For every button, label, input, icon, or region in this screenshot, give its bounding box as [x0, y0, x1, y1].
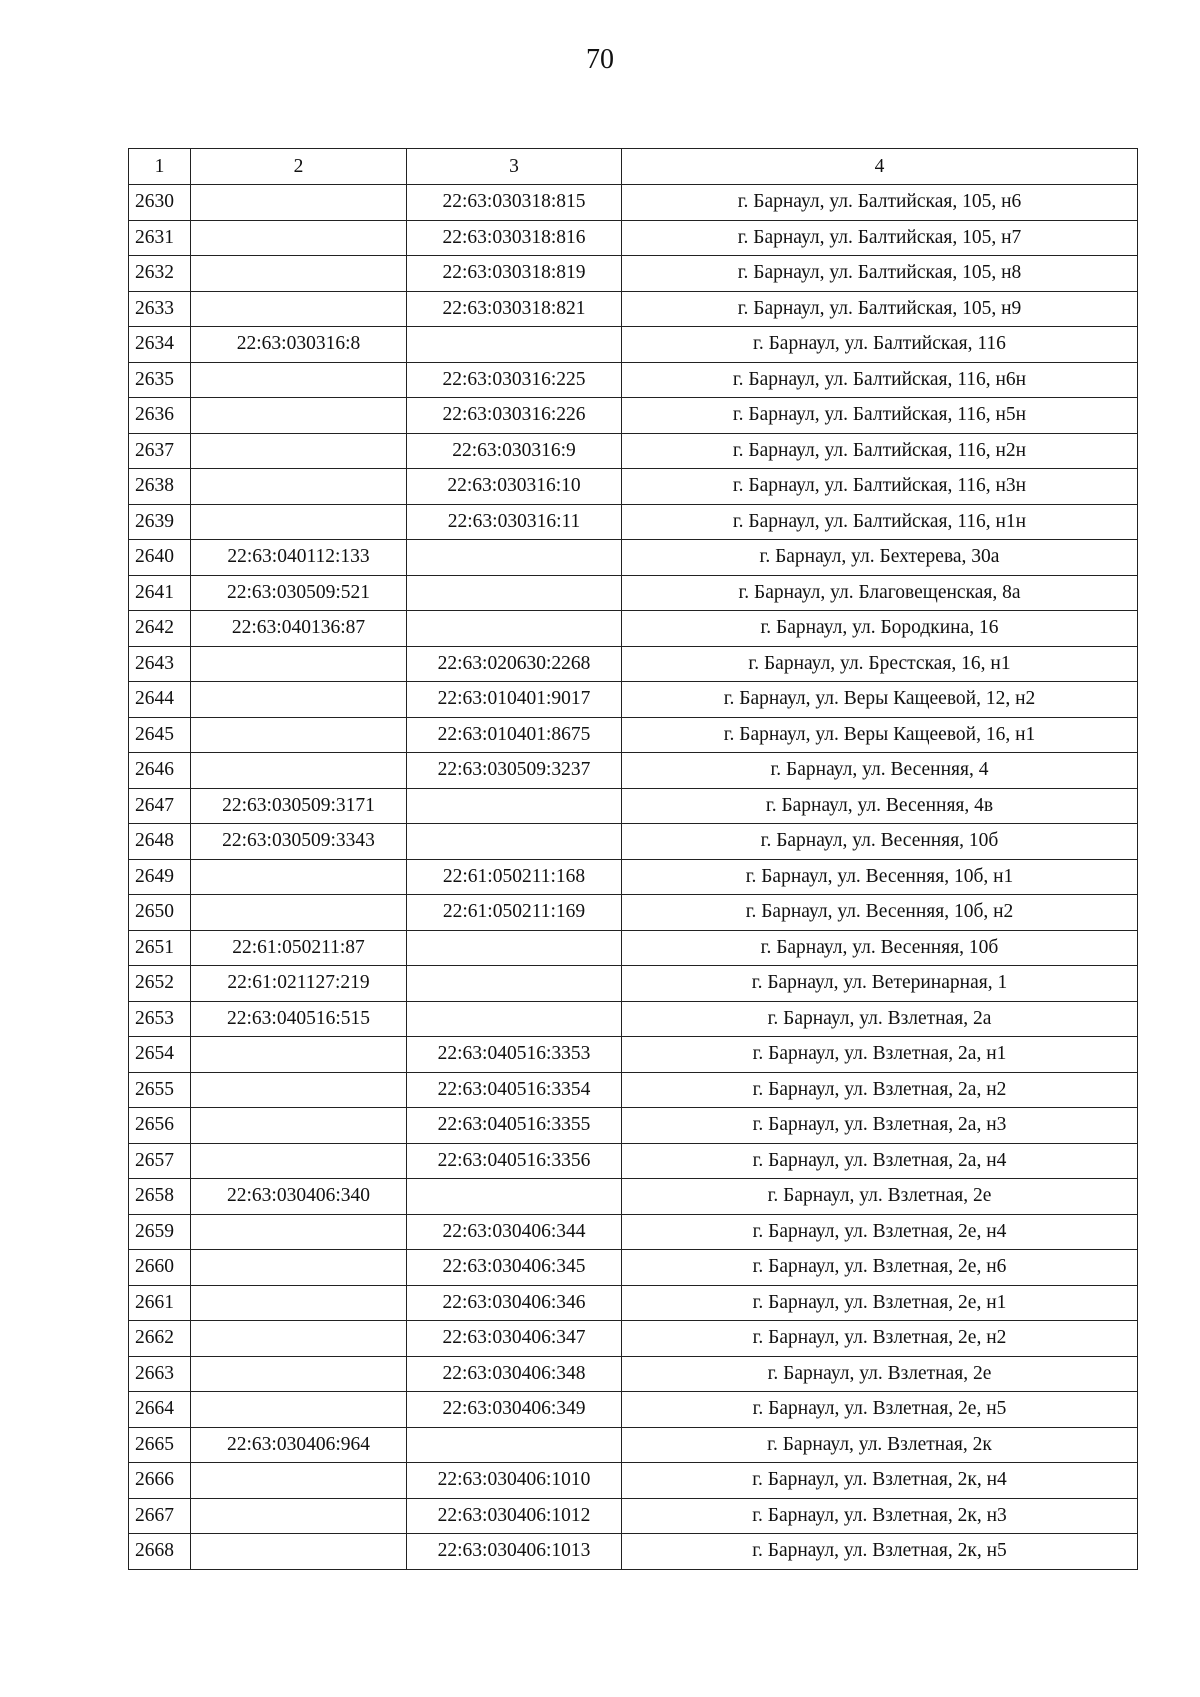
table-row [129, 433, 1138, 469]
table-row [129, 859, 1138, 895]
address-cell: г. Барнаул, ул. Балтийская, 105, н9 [622, 291, 1138, 327]
table-header-row [129, 149, 1138, 185]
address-cell: г. Барнаул, ул. Взлетная, 2а, н1 [622, 1037, 1138, 1073]
premises-cadastral-number-cell: 22:63:030318:819 [407, 256, 622, 292]
land-parcel-cadastral-number-cell [191, 185, 407, 221]
premises-cadastral-number-cell: 22:61:050211:169 [407, 895, 622, 931]
row-number-cell: 2645 [129, 717, 191, 753]
table-row [129, 1534, 1138, 1570]
premises-cadastral-number-cell: 22:63:030406:345 [407, 1250, 622, 1286]
row-number-cell: 2632 [129, 256, 191, 292]
premises-cadastral-number-cell: 22:63:010401:8675 [407, 717, 622, 753]
address-cell: г. Барнаул, ул. Бехтерева, 30а [622, 540, 1138, 576]
row-number-cell: 2657 [129, 1143, 191, 1179]
premises-cadastral-number-cell: 22:63:030316:11 [407, 504, 622, 540]
row-number-cell: 2643 [129, 646, 191, 682]
premises-cadastral-number-cell: 22:63:030406:1012 [407, 1498, 622, 1534]
row-number-cell: 2646 [129, 753, 191, 789]
row-number-cell: 2651 [129, 930, 191, 966]
table-row [129, 1179, 1138, 1215]
land-parcel-cadastral-number-cell [191, 895, 407, 931]
column-header-1: 1 [129, 149, 191, 185]
address-cell: г. Барнаул, ул. Веры Кащеевой, 16, н1 [622, 717, 1138, 753]
table-row [129, 1427, 1138, 1463]
table-row [129, 1356, 1138, 1392]
table-row [129, 1143, 1138, 1179]
row-number-cell: 2631 [129, 220, 191, 256]
premises-cadastral-number-cell [407, 966, 622, 1002]
row-number-cell: 2667 [129, 1498, 191, 1534]
premises-cadastral-number-cell: 22:63:040516:3354 [407, 1072, 622, 1108]
land-parcel-cadastral-number-cell: 22:61:050211:87 [191, 930, 407, 966]
table-row [129, 1463, 1138, 1499]
land-parcel-cadastral-number-cell [191, 398, 407, 434]
land-parcel-cadastral-number-cell [191, 717, 407, 753]
address-cell: г. Барнаул, ул. Балтийская, 116, н6н [622, 362, 1138, 398]
address-cell: г. Барнаул, ул. Взлетная, 2е, н4 [622, 1214, 1138, 1250]
premises-cadastral-number-cell: 22:63:040516:3353 [407, 1037, 622, 1073]
address-cell: г. Барнаул, ул. Взлетная, 2а, н2 [622, 1072, 1138, 1108]
table-row [129, 1001, 1138, 1037]
table-row [129, 1214, 1138, 1250]
table-row [129, 717, 1138, 753]
table-row [129, 895, 1138, 931]
address-cell: г. Барнаул, ул. Взлетная, 2к, н5 [622, 1534, 1138, 1570]
row-number-cell: 2641 [129, 575, 191, 611]
row-number-cell: 2647 [129, 788, 191, 824]
row-number-cell: 2662 [129, 1321, 191, 1357]
address-cell: г. Барнаул, ул. Балтийская, 116, н3н [622, 469, 1138, 505]
table-row [129, 1498, 1138, 1534]
address-cell: г. Барнаул, ул. Балтийская, 116, н2н [622, 433, 1138, 469]
land-parcel-cadastral-number-cell: 22:61:021127:219 [191, 966, 407, 1002]
table-row [129, 291, 1138, 327]
land-parcel-cadastral-number-cell [191, 504, 407, 540]
row-number-cell: 2653 [129, 1001, 191, 1037]
row-number-cell: 2630 [129, 185, 191, 221]
land-parcel-cadastral-number-cell [191, 1037, 407, 1073]
premises-cadastral-number-cell [407, 575, 622, 611]
row-number-cell: 2666 [129, 1463, 191, 1499]
premises-cadastral-number-cell: 22:63:040516:3355 [407, 1108, 622, 1144]
row-number-cell: 2639 [129, 504, 191, 540]
land-parcel-cadastral-number-cell [191, 1356, 407, 1392]
premises-cadastral-number-cell: 22:63:030406:1010 [407, 1463, 622, 1499]
premises-cadastral-number-cell: 22:63:020630:2268 [407, 646, 622, 682]
address-cell: г. Барнаул, ул. Весенняя, 10б, н2 [622, 895, 1138, 931]
row-number-cell: 2640 [129, 540, 191, 576]
premises-cadastral-number-cell: 22:63:030316:9 [407, 433, 622, 469]
row-number-cell: 2664 [129, 1392, 191, 1428]
land-parcel-cadastral-number-cell [191, 859, 407, 895]
address-cell: г. Барнаул, ул. Взлетная, 2а, н4 [622, 1143, 1138, 1179]
premises-cadastral-number-cell: 22:63:030406:1013 [407, 1534, 622, 1570]
row-number-cell: 2652 [129, 966, 191, 1002]
row-number-cell: 2633 [129, 291, 191, 327]
address-cell: г. Барнаул, ул. Балтийская, 105, н8 [622, 256, 1138, 292]
land-parcel-cadastral-number-cell [191, 1463, 407, 1499]
land-parcel-cadastral-number-cell: 22:63:030406:964 [191, 1427, 407, 1463]
land-parcel-cadastral-number-cell [191, 291, 407, 327]
land-parcel-cadastral-number-cell: 22:63:030316:8 [191, 327, 407, 363]
address-cell: г. Барнаул, ул. Взлетная, 2к, н3 [622, 1498, 1138, 1534]
address-cell: г. Барнаул, ул. Весенняя, 10б [622, 824, 1138, 860]
row-number-cell: 2648 [129, 824, 191, 860]
land-parcel-cadastral-number-cell [191, 1214, 407, 1250]
table-row [129, 1250, 1138, 1286]
premises-cadastral-number-cell: 22:63:030318:816 [407, 220, 622, 256]
row-number-cell: 2635 [129, 362, 191, 398]
table-row [129, 327, 1138, 363]
premises-cadastral-number-cell: 22:63:030318:815 [407, 185, 622, 221]
premises-cadastral-number-cell: 22:63:030316:10 [407, 469, 622, 505]
address-cell: г. Барнаул, ул. Весенняя, 4в [622, 788, 1138, 824]
land-parcel-cadastral-number-cell [191, 1321, 407, 1357]
premises-cadastral-number-cell [407, 824, 622, 860]
premises-cadastral-number-cell: 22:63:030406:347 [407, 1321, 622, 1357]
row-number-cell: 2636 [129, 398, 191, 434]
land-parcel-cadastral-number-cell [191, 1392, 407, 1428]
land-parcel-cadastral-number-cell: 22:63:030509:521 [191, 575, 407, 611]
row-number-cell: 2656 [129, 1108, 191, 1144]
registry-table [128, 148, 1138, 1570]
premises-cadastral-number-cell [407, 1427, 622, 1463]
land-parcel-cadastral-number-cell [191, 1250, 407, 1286]
land-parcel-cadastral-number-cell [191, 682, 407, 718]
land-parcel-cadastral-number-cell: 22:63:040112:133 [191, 540, 407, 576]
address-cell: г. Барнаул, ул. Балтийская, 105, н6 [622, 185, 1138, 221]
land-parcel-cadastral-number-cell: 22:63:040136:87 [191, 611, 407, 647]
table-row [129, 220, 1138, 256]
table-row [129, 682, 1138, 718]
address-cell: г. Барнаул, ул. Весенняя, 4 [622, 753, 1138, 789]
table-row [129, 504, 1138, 540]
land-parcel-cadastral-number-cell [191, 1534, 407, 1570]
address-cell: г. Барнаул, ул. Взлетная, 2е, н6 [622, 1250, 1138, 1286]
land-parcel-cadastral-number-cell [191, 256, 407, 292]
table-row [129, 398, 1138, 434]
table-body [129, 185, 1138, 1570]
land-parcel-cadastral-number-cell [191, 1285, 407, 1321]
address-cell: г. Барнаул, ул. Взлетная, 2е [622, 1179, 1138, 1215]
address-cell: г. Барнаул, ул. Балтийская, 105, н7 [622, 220, 1138, 256]
table-row [129, 185, 1138, 221]
premises-cadastral-number-cell [407, 1179, 622, 1215]
row-number-cell: 2634 [129, 327, 191, 363]
row-number-cell: 2663 [129, 1356, 191, 1392]
premises-cadastral-number-cell [407, 1001, 622, 1037]
land-parcel-cadastral-number-cell [191, 1072, 407, 1108]
table-row [129, 753, 1138, 789]
premises-cadastral-number-cell [407, 540, 622, 576]
premises-cadastral-number-cell: 22:61:050211:168 [407, 859, 622, 895]
table-row [129, 362, 1138, 398]
row-number-cell: 2642 [129, 611, 191, 647]
table-row [129, 611, 1138, 647]
address-cell: г. Барнаул, ул. Балтийская, 116, н1н [622, 504, 1138, 540]
address-cell: г. Барнаул, ул. Взлетная, 2к [622, 1427, 1138, 1463]
table-row [129, 646, 1138, 682]
address-cell: г. Барнаул, ул. Взлетная, 2е [622, 1356, 1138, 1392]
premises-cadastral-number-cell: 22:63:010401:9017 [407, 682, 622, 718]
table-row [129, 1072, 1138, 1108]
table-row [129, 1037, 1138, 1073]
premises-cadastral-number-cell: 22:63:030406:346 [407, 1285, 622, 1321]
table-row [129, 788, 1138, 824]
address-cell: г. Барнаул, ул. Бородкина, 16 [622, 611, 1138, 647]
premises-cadastral-number-cell: 22:63:030316:225 [407, 362, 622, 398]
address-cell: г. Барнаул, ул. Взлетная, 2е, н2 [622, 1321, 1138, 1357]
premises-cadastral-number-cell: 22:63:030316:226 [407, 398, 622, 434]
land-parcel-cadastral-number-cell: 22:63:040516:515 [191, 1001, 407, 1037]
address-cell: г. Барнаул, ул. Ветеринарная, 1 [622, 966, 1138, 1002]
land-parcel-cadastral-number-cell: 22:63:030406:340 [191, 1179, 407, 1215]
premises-cadastral-number-cell: 22:63:040516:3356 [407, 1143, 622, 1179]
land-parcel-cadastral-number-cell: 22:63:030509:3171 [191, 788, 407, 824]
row-number-cell: 2659 [129, 1214, 191, 1250]
row-number-cell: 2644 [129, 682, 191, 718]
table-row [129, 1392, 1138, 1428]
address-cell: г. Барнаул, ул. Взлетная, 2а, н3 [622, 1108, 1138, 1144]
table-row [129, 1108, 1138, 1144]
premises-cadastral-number-cell: 22:63:030509:3237 [407, 753, 622, 789]
premises-cadastral-number-cell: 22:63:030318:821 [407, 291, 622, 327]
row-number-cell: 2654 [129, 1037, 191, 1073]
land-parcel-cadastral-number-cell [191, 1143, 407, 1179]
address-cell: г. Барнаул, ул. Взлетная, 2к, н4 [622, 1463, 1138, 1499]
premises-cadastral-number-cell [407, 788, 622, 824]
premises-cadastral-number-cell [407, 930, 622, 966]
premises-cadastral-number-cell [407, 611, 622, 647]
table-row [129, 1285, 1138, 1321]
land-parcel-cadastral-number-cell [191, 646, 407, 682]
column-header-4: 4 [622, 149, 1138, 185]
land-parcel-cadastral-number-cell [191, 469, 407, 505]
table-row [129, 469, 1138, 505]
address-cell: г. Барнаул, ул. Взлетная, 2а [622, 1001, 1138, 1037]
address-cell: г. Барнаул, ул. Балтийская, 116, н5н [622, 398, 1138, 434]
address-cell: г. Барнаул, ул. Весенняя, 10б [622, 930, 1138, 966]
address-cell: г. Барнаул, ул. Веры Кащеевой, 12, н2 [622, 682, 1138, 718]
address-cell: г. Барнаул, ул. Взлетная, 2е, н5 [622, 1392, 1138, 1428]
table-row [129, 1321, 1138, 1357]
premises-cadastral-number-cell: 22:63:030406:344 [407, 1214, 622, 1250]
address-cell: г. Барнаул, ул. Благовещенская, 8а [622, 575, 1138, 611]
table-row [129, 824, 1138, 860]
land-parcel-cadastral-number-cell [191, 753, 407, 789]
table-row [129, 540, 1138, 576]
page-number: 70 [586, 44, 614, 75]
table-row [129, 930, 1138, 966]
premises-cadastral-number-cell: 22:63:030406:349 [407, 1392, 622, 1428]
land-parcel-cadastral-number-cell: 22:63:030509:3343 [191, 824, 407, 860]
row-number-cell: 2637 [129, 433, 191, 469]
table-row [129, 575, 1138, 611]
land-parcel-cadastral-number-cell [191, 1498, 407, 1534]
address-cell: г. Барнаул, ул. Взлетная, 2е, н1 [622, 1285, 1138, 1321]
address-cell: г. Барнаул, ул. Весенняя, 10б, н1 [622, 859, 1138, 895]
table-row [129, 256, 1138, 292]
land-parcel-cadastral-number-cell [191, 362, 407, 398]
row-number-cell: 2650 [129, 895, 191, 931]
land-parcel-cadastral-number-cell [191, 433, 407, 469]
row-number-cell: 2668 [129, 1534, 191, 1570]
row-number-cell: 2661 [129, 1285, 191, 1321]
row-number-cell: 2655 [129, 1072, 191, 1108]
premises-cadastral-number-cell [407, 327, 622, 363]
row-number-cell: 2660 [129, 1250, 191, 1286]
land-parcel-cadastral-number-cell [191, 220, 407, 256]
address-cell: г. Барнаул, ул. Брестская, 16, н1 [622, 646, 1138, 682]
row-number-cell: 2638 [129, 469, 191, 505]
premises-cadastral-number-cell: 22:63:030406:348 [407, 1356, 622, 1392]
column-header-2: 2 [191, 149, 407, 185]
row-number-cell: 2658 [129, 1179, 191, 1215]
address-cell: г. Барнаул, ул. Балтийская, 116 [622, 327, 1138, 363]
column-header-3: 3 [407, 149, 622, 185]
row-number-cell: 2649 [129, 859, 191, 895]
table-row [129, 966, 1138, 1002]
land-parcel-cadastral-number-cell [191, 1108, 407, 1144]
row-number-cell: 2665 [129, 1427, 191, 1463]
